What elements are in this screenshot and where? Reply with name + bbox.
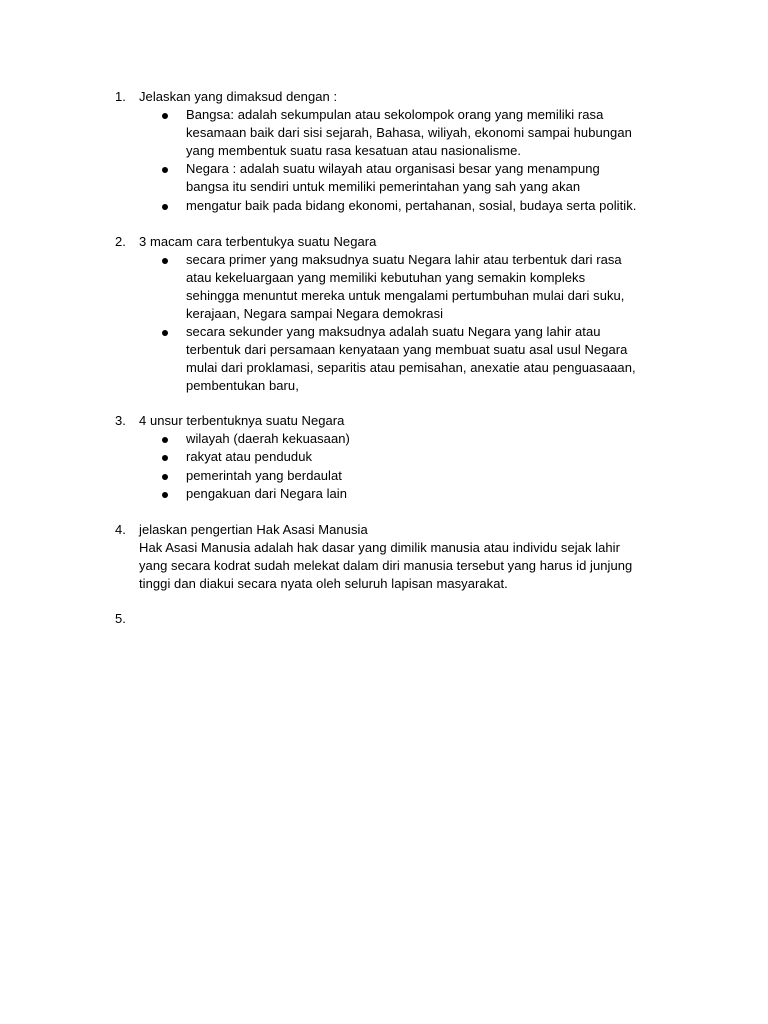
bullet-marker — [162, 113, 168, 119]
item-number-1: 1. — [115, 89, 126, 104]
bullet-line: yang membentuk suatu rasa kesatuan atau nasionalisme. — [186, 143, 522, 158]
bullet-line: pengakuan dari Negara lain — [186, 486, 348, 501]
bullet-marker — [162, 204, 168, 210]
paragraph-line: Hak Asasi Manusia adalah hak dasar yang dimilik manusia atau individu sejak lahir — [139, 540, 620, 555]
item-heading-1: Jelaskan yang dimaksud dengan : — [139, 89, 338, 104]
item-heading-3: 4 unsur terbentuknya suatu Negara — [139, 413, 345, 428]
item-number-3: 3. — [115, 413, 126, 428]
item-number-5: 5. — [115, 611, 126, 626]
bullet-line: secara primer yang maksudnya suatu Negara lahir atau terbentuk dari rasa — [186, 252, 622, 267]
bullet-line: Negara : adalah suatu wilayah atau organisasi besar yang menampung — [186, 161, 600, 176]
bullet-line: kerajaan, Negara sampai Negara demokrasi — [186, 306, 444, 321]
bullet-line: kesamaan baik dari sisi sejarah, Bahasa, wiliyah, ekonomi sampai hubungan — [186, 125, 632, 140]
bullet-line: pemerintah yang berdaulat — [186, 468, 342, 483]
bullet-line: wilayah (daerah kekuasaan) — [186, 431, 350, 446]
bullet-line: mulai dari proklamasi, separitis atau pemisahan, anexatie atau penguasaaan, — [186, 360, 636, 375]
bullet-marker — [162, 455, 168, 461]
bullet-marker — [162, 330, 168, 336]
bullet-line: terbentuk dari persamaan kenyataan yang membuat suatu asal usul Negara — [186, 342, 628, 357]
bullet-line: atau kekeluargaan yang memiliki kebutuhan yang semakin kompleks — [186, 270, 586, 285]
bullet-line: Bangsa: adalah sekumpulan atau sekolompok orang yang memiliki rasa — [186, 107, 604, 122]
bullet-line: rakyat atau penduduk — [186, 449, 313, 464]
bullet-marker — [162, 258, 168, 264]
item-number-2: 2. — [115, 234, 126, 249]
paragraph-line: yang secara kodrat sudah melekat dalam diri manusia tersebut yang harus id junjung — [139, 558, 633, 573]
bullet-line: mengatur baik pada bidang ekonomi, pertahanan, sosial, budaya serta politik. — [186, 198, 637, 213]
item-number-4: 4. — [115, 522, 126, 537]
bullet-marker — [162, 437, 168, 443]
item-heading-2: 3 macam cara terbentukya suatu Negara — [139, 234, 377, 249]
item-heading-4: jelaskan pengertian Hak Asasi Manusia — [139, 522, 368, 537]
bullet-line: bangsa itu sendiri untuk memiliki pemerintahan yang sah yang akan — [186, 179, 581, 194]
bullet-marker — [162, 492, 168, 498]
bullet-line: pembentukan baru, — [186, 378, 299, 393]
bullet-marker — [162, 474, 168, 480]
bullet-line: sehingga menuntut mereka untuk mengalami pertumbuhan mulai dari suku, — [186, 288, 625, 303]
bullet-marker — [162, 167, 168, 173]
paragraph-line: tinggi dan diakui secara nyata oleh seluruh lapisan masyarakat. — [139, 576, 508, 591]
bullet-line: secara sekunder yang maksudnya adalah suatu Negara yang lahir atau — [186, 324, 601, 339]
